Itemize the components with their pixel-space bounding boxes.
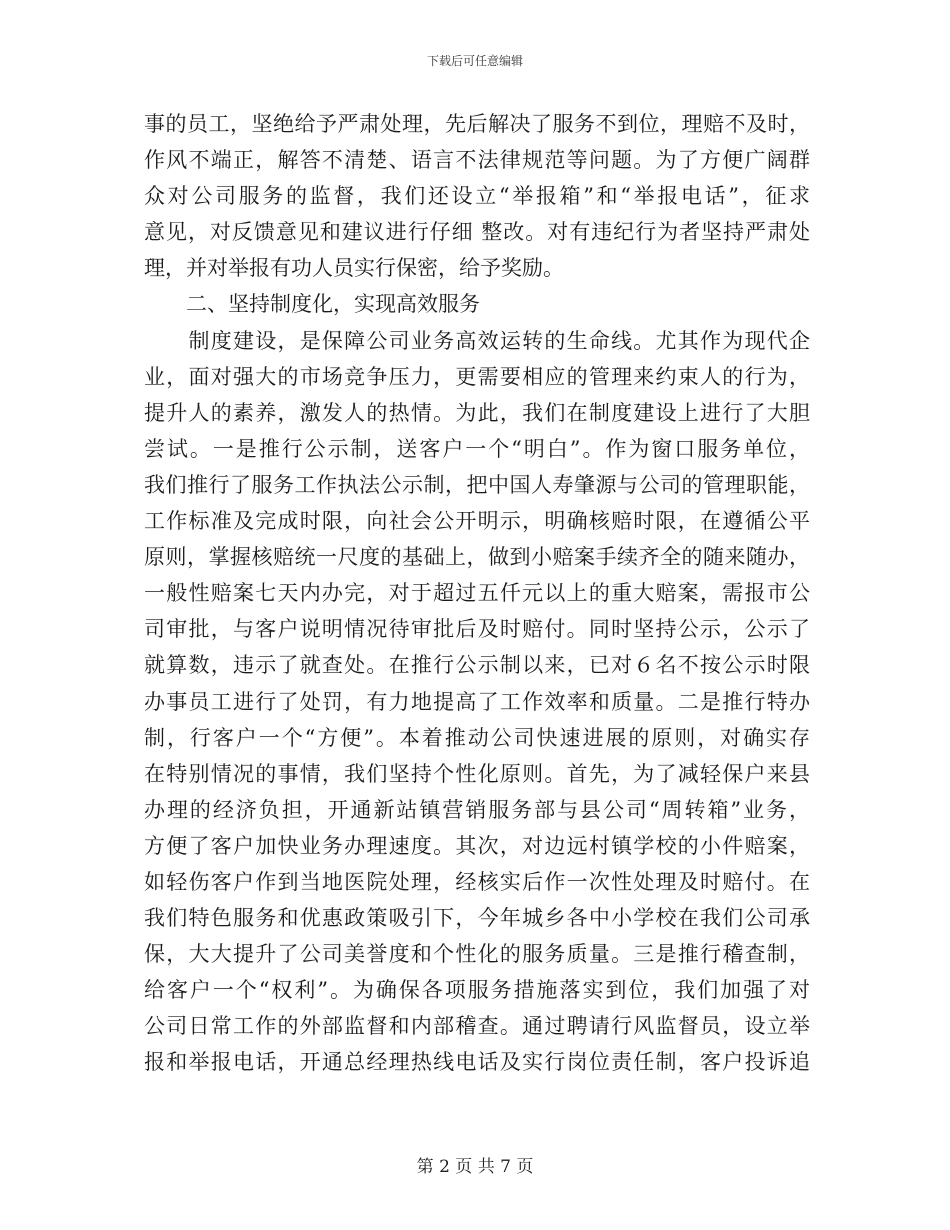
body-line: 办事员工进行了处罚，有力地提高了工作效率和质量。二是推行特办 [144,689,810,714]
page-number: 第 2 页 共 7 页 [416,1157,534,1177]
body-line: 原则，掌握核赔统一尺度的基础上，做到小赔案手续齐全的随来随办， [144,545,810,570]
document-body [144,106,810,1081]
body-line: 工作标准及完成时限，向社会公开明示，明确核赔时限，在遵循公平 [144,509,810,534]
body-line: 作风不端正，解答不清楚、语言不法律规范等问题。为了方便广阔群 [144,148,810,173]
body-line: 提升人的素养，激发人的热情。为此，我们在制度建设上进行了大胆 [144,400,810,425]
body-line: 理，并对举报有功人员实行保密，给予奖励。 [144,256,564,281]
body-line: 办理的经济负担，开通新站镇营销服务部与县公司“周转箱”业务， [144,797,810,822]
body-line: 报和举报电话，开通总经理热线电话及实行岗位责任制，客户投诉追 [144,1050,810,1075]
section-heading: 二、坚持制度化，实现高效服务 [144,292,480,317]
body-line: 在特别情况的事情，我们坚持个性化原则。首先，为了减轻保户来县 [144,761,810,786]
page-header-note: 下载后可任意编辑 [426,54,523,68]
body-line: 业，面对强大的市场竞争压力，更需要相应的管理来约束人的行为， [144,364,810,389]
body-line: 意见，对反馈意见和建议进行仔细 整改。对有违纪行为者坚持严肃处 [144,220,810,245]
body-line: 就算数，违示了就查处。在推行公示制以来，已对６名不按公示时限 [144,653,810,678]
body-line: 众对公司服务的监督，我们还设立“举报箱”和“举报电话”，征求 [144,184,810,209]
body-line: 司审批，与客户说明情况待审批后及时赔付。同时坚持公示，公示了 [144,617,810,642]
body-line: 一般性赔案七天内办完，对于超过五仟元以上的重大赔案，需报市公 [144,581,810,606]
body-line: 保，大大提升了公司美誉度和个性化的服务质量。三是推行稽查制， [144,942,810,967]
body-line: 公司日常工作的外部监督和内部稽查。通过聘请行风监督员，设立举 [144,1014,810,1039]
body-line: 方便了客户加快业务办理速度。其次，对边远村镇学校的小件赔案， [144,833,810,858]
body-line: 尝试。一是推行公示制，送客户一个“明白”。作为窗口服务单位， [144,436,810,461]
body-line: 我们特色服务和优惠政策吸引下，今年城乡各中小学校在我们公司承 [144,906,810,931]
body-line: 制度建设，是保障公司业务高效运转的生命线。尤其作为现代企 [144,328,810,353]
body-line: 如轻伤客户作到当地医院处理，经核实后作一次性处理及时赔付。在 [144,869,810,894]
body-line: 我们推行了服务工作执法公示制，把中国人寿肇源与公司的管理职能， [144,472,810,497]
body-line: 给客户一个“权利”。为确保各项服务措施落实到位，我们加强了对 [144,978,810,1003]
body-line: 事的员工，坚绝给予严肃处理，先后解决了服务不到位，理赔不及时， [144,112,810,136]
body-line: 制，行客户一个“方便”。本着推动公司快速进展的原则，对确实存 [144,725,810,750]
